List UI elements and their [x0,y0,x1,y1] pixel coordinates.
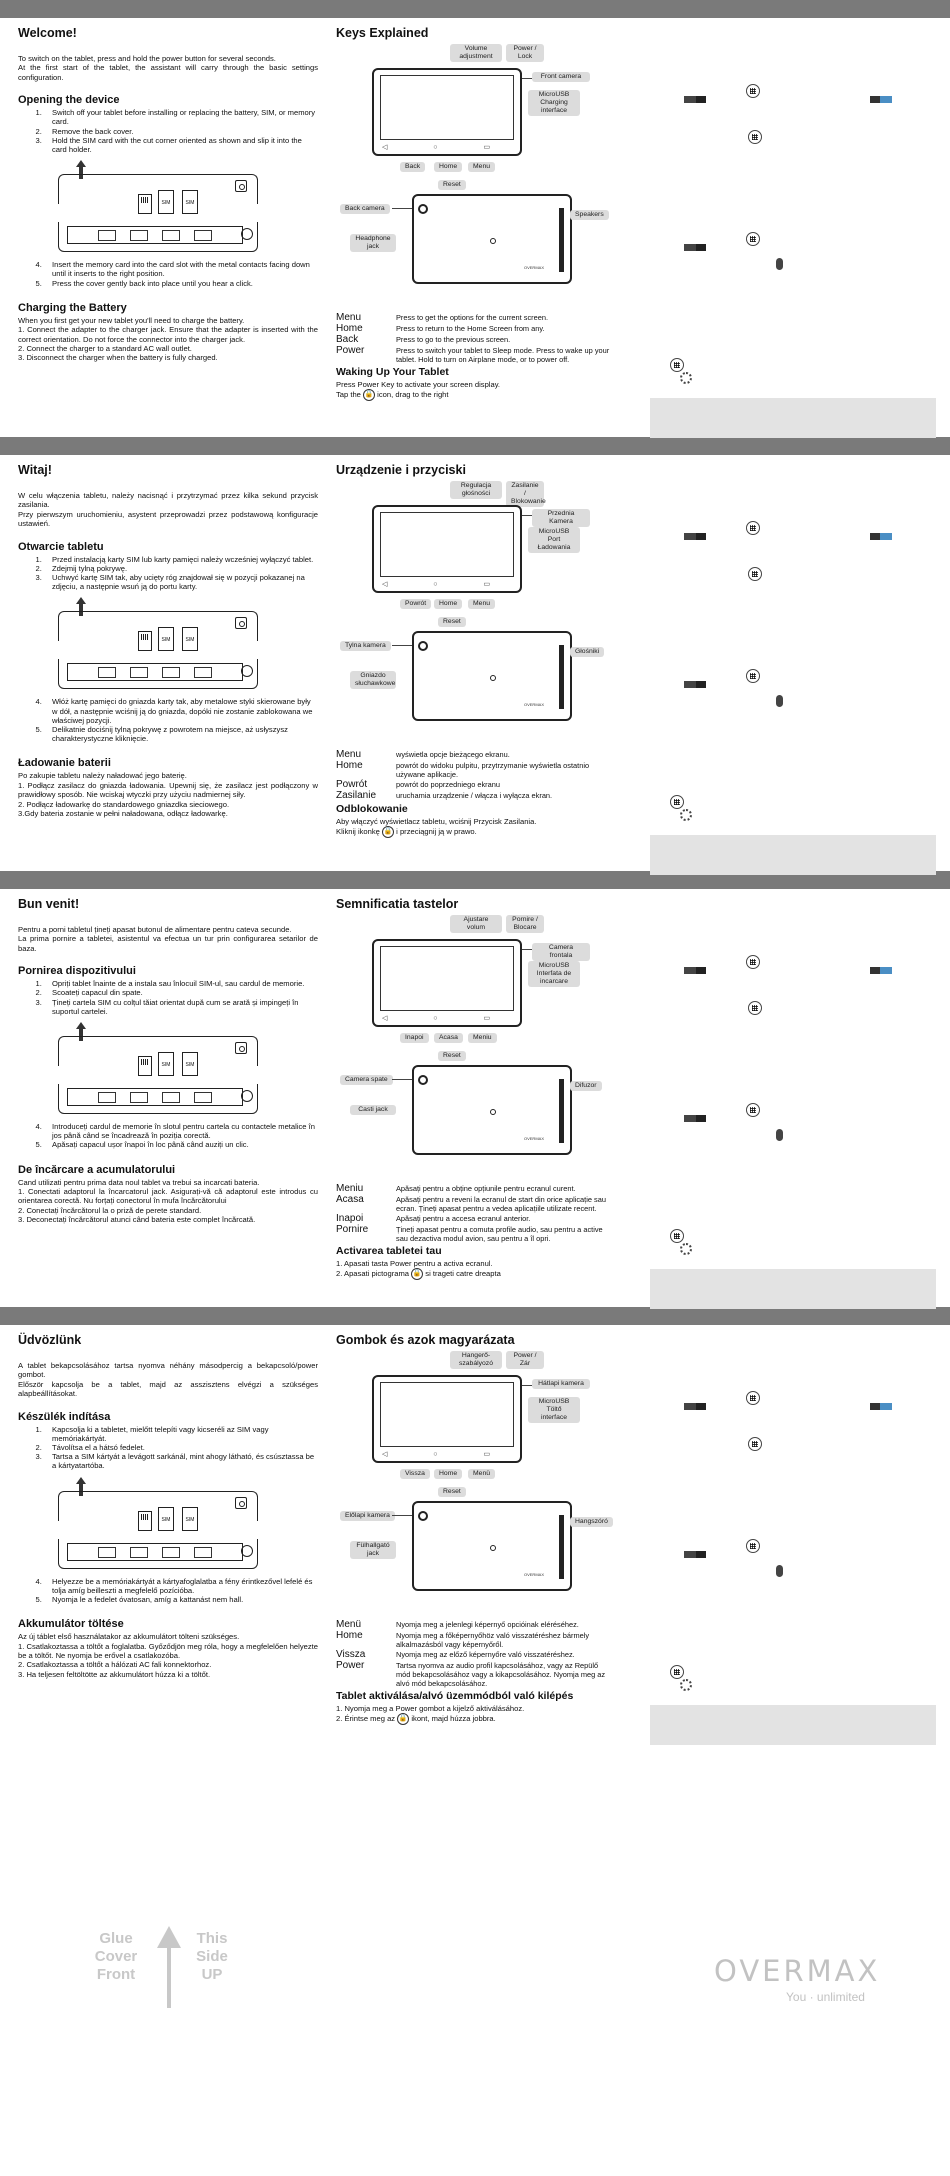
callout-back: Inapoi [400,1033,429,1043]
welcome-text-1: A tablet bekapcsolásához tartsa nyomva néhány másodpercig a bekapcsoló/power gombot. [18,1361,318,1380]
charging-text: Po zakupie tabletu należy naładować jego baterię. [18,771,187,781]
opening-step: 1. Opriți tablet înainte de a instala sau înlocuil SIM-ul, sau cardul de memorie. [44,979,318,988]
instructions-column [18,897,318,1225]
wake-text: Press Power Key to activate your screen display. [336,380,501,389]
key-row [336,790,611,801]
callout-volume: Ajustare volum [450,915,502,933]
opening-step: 5. Apăsați capacul ușor înapoi în loc până când auziți un clic. [44,1140,318,1149]
apps-grid-icon [748,1437,762,1451]
sim-card: SIM [182,190,198,214]
glue-cover-front-text: Glue Cover Front [94,1930,138,1983]
wake-text-tap [336,826,611,838]
opening-steps-continued [18,697,318,743]
opening-step: 4. Helyezze be a memóriakártyát a kártyafoglalatba a fény érintkezővel lefelé és tolja amíg beilleszti a megfelelő pozícióba. [44,1577,318,1595]
device-slot-strip [58,659,258,689]
up-arrow-icon [157,1926,181,2008]
tablet-front-diagram: ◁ ○ ▭ [372,505,522,593]
camera-icon [235,617,247,629]
callout-volume: Volume adjustment [450,44,502,62]
wake-text-tap [336,1268,611,1280]
key-row [336,345,611,364]
opening-step: 5. Nyomja le a fedelet óvatosan, amíg a kattanást nem hall. [44,1595,318,1604]
apps-grid-icon [670,358,684,372]
sim-card-diagram [58,1022,258,1116]
key-row [336,1649,611,1660]
keys-list [336,312,611,364]
camera-lens-icon [418,641,428,651]
key-row [336,1619,611,1630]
language-panel-en [0,18,950,437]
sim-card: SIM [158,1507,174,1531]
opening-title: Otwarcie tabletu [18,540,104,553]
apps-grid-icon [748,567,762,581]
memory-card [138,194,152,214]
charging-text: 2. Podłącz ładowarkę do standardowego gniazdka sieciowego. [18,799,230,809]
opening-title: Opening the device [18,94,120,107]
charging-text: 2. Conectați încărcătorul la o priză de perete standard. [18,1205,202,1215]
charging-text: When you first get your new tablet you'll need to charge the battery. [18,315,245,325]
tablet-front-diagram: ◁ ○ ▭ [372,1375,522,1463]
key-name: Menu [336,312,362,323]
key-description: Press to return to the Home Screen from any. [396,324,545,333]
tablet-back-diagram: OVERMAX [412,631,572,721]
callout-reset: Reset [438,180,466,190]
key-description: Apăsați pentru a obține opțiunile pentru ecranul curent. [396,1184,576,1193]
key-name: Inapoi [336,1213,364,1224]
apps-grid-icon [746,955,760,969]
wake-text-tap [336,389,611,401]
callout-headphone: Gniazdo słuchawkowe [350,671,396,689]
wake-text-prefix: 2. Érintse meg az [336,1714,396,1724]
key-name: Home [336,760,363,771]
section-band [0,437,950,455]
callout-front-camera: Przednia Kamera [532,509,590,527]
key-description: Press to get the options for the current screen. [396,313,548,322]
wake-text-suffix: icon, drag to the right [377,390,449,400]
callout-back: Vissza [400,1469,430,1479]
speaker-grille [559,1079,564,1143]
opening-title: Készülék indítása [18,1410,111,1423]
callout-volume: Regulacja głośności [450,481,502,499]
section-band [0,0,950,18]
welcome-text-1: W celu włączenia tabletu, należy nacisnąć i przytrzymać przez kilka sekund przycisk zasilania. [18,491,318,510]
memory-card [138,1511,152,1531]
bluetooth-icon [776,695,783,707]
key-description: powrót do widoku pulpitu, przytrzymanie wyświetla ostatnio używane aplikacje. [396,761,590,779]
bluetooth-icon [776,1129,783,1141]
memory-card [138,631,152,651]
wake-text-suffix: i przeciągnij ją w prawo. [396,827,477,837]
callout-menu: Meniu [468,1033,497,1043]
lock-icon: 🔒 [363,389,375,401]
sim-card: SIM [158,627,174,651]
status-bar-icon [870,533,892,540]
opening-steps [18,108,318,154]
opening-steps [18,1425,318,1471]
key-name: Meniu [336,1183,364,1194]
callout-front-camera: Hátlapi kamera [532,1379,590,1389]
apps-grid-icon [746,1539,760,1553]
welcome-title: Welcome! [18,26,77,40]
tablet-front-diagram: ◁ ○ ▭ [372,939,522,1027]
key-name: Power [336,345,365,356]
key-name: Vissza [336,1649,366,1660]
status-bar-icon [870,96,892,103]
key-row [336,760,611,779]
callout-menu: Menü [468,1469,495,1479]
charging-text: 3. Deconectați încărcătorul atunci când bateria este complet încărcată. [18,1215,256,1225]
camera-lens-icon [418,1075,428,1085]
camera-lens-icon [418,1511,428,1521]
key-row [336,1194,611,1213]
key-row [336,1213,611,1224]
lock-icon: 🔒 [382,826,394,838]
callout-back-camera: Előlapi kamera [340,1511,395,1521]
callout-volume: Hangerő-szabályozó [450,1351,502,1369]
sim-card-diagram [58,1477,258,1571]
wake-text: Aby włączyć wyświetlacz tabletu, wciśnij Przycisk Zasilania. [336,817,537,826]
key-description: Press to switch your tablet to Sleep mode. Press to wake up your tablet. Hold to turn on Airplane mode, or to power off. [396,346,610,364]
instructions-column [18,463,318,818]
charging-text: 3. Ha teljesen feltöltötte az akkumulátort húzza ki a töltőt. [18,1669,211,1679]
welcome-title: Üdvözlünk [18,1333,82,1347]
callout-headphone: Casti jack [350,1105,396,1115]
status-bar-icon [684,1551,706,1558]
welcome-text-2: Először kapcsolja be a tablet, majd az asszisztens elvégzi a szükséges alapbeállításokat. [18,1379,318,1399]
keys-list [336,1183,611,1243]
grey-info-box [650,835,936,875]
device-diagrams [336,481,611,747]
callout-headphone: Headphone jack [350,234,396,252]
callout-usb: MicroUSB Port Ładowania [528,527,580,553]
keys-column [336,1333,611,1725]
welcome-text-2: At the first start of the tablet, the assistant will carry through the basic settings configuration. [18,63,318,82]
wake-title: Odblokowanie [336,803,408,815]
opening-step: 3. Tartsa a SIM kártyát a levágott sarkánál, mint ahogy látható, és csúsztassa be a kártyatartóba. [44,1452,318,1470]
callout-speakers: Hangszóró [570,1517,613,1527]
opening-steps-continued [18,260,318,288]
key-description: Țineți apasat pentru a comuta profile audio, sau pentru a active sau dezactiva modul avion, sau pentru a îl opri. [396,1225,603,1243]
camera-icon [235,180,247,192]
apps-grid-icon [746,1391,760,1405]
opening-step: 4. Włóż kartę pamięci do gniazda karty tak, aby metalowe styki skierowane były w dół, a następnie wciśnij ją do gniazda, dopóki nie zostanie zablokowana we właściwej pozycji. [44,697,318,725]
callout-back: Back [400,162,425,172]
camera-icon [235,1497,247,1509]
callout-speakers: Speakers [570,210,609,220]
language-panel-ro [0,889,950,1308]
callout-menu: Menu [468,599,495,609]
loading-icon [680,372,692,384]
lock-icon: 🔒 [411,1268,423,1280]
callout-front-camera: Camera frontala [532,943,590,961]
wake-text: 1. Nyomja meg a Power gombot a kijelző aktiválásához. [336,1704,525,1713]
key-row [336,749,611,760]
keys-title: Keys Explained [336,26,429,40]
key-name: Back [336,334,359,345]
charging-title: Charging the Battery [18,301,127,314]
callout-reset: Reset [438,1051,466,1061]
keys-list [336,1619,611,1688]
callout-reset: Reset [438,1487,466,1497]
opening-step: 3. Uchwyć kartę SIM tak, aby ucięty róg znajdował się w pozycji pokazanej na zdjęciu, a następnie wsuń ją do portu karty. [44,573,318,591]
key-name: Zasilanie [336,790,377,801]
status-bar-icon [870,967,892,974]
section-band [0,1307,950,1325]
key-description: Apăsați pentru a reveni la ecranul de start din orice aplicație sau ecran. Țineți apasat pentru a vedea aplicațiile utilizate recent. [396,1195,606,1213]
key-description: Apăsați pentru a accesa ecranul anterior. [396,1214,531,1223]
device-slot-strip [58,1539,258,1569]
grey-info-box [650,1705,936,1745]
welcome-text-2: La prima pornire a tabletei, asistentul va efectua un tur prin configurarea setarilor de baza. [18,934,318,953]
key-row [336,1630,611,1649]
wake-text-suffix: si trageti catre dreapta [425,1269,501,1279]
wake-text-suffix: ikont, majd húzza jobbra. [411,1714,496,1724]
apps-grid-icon [746,521,760,535]
callout-home: Acasa [434,1033,463,1043]
opening-title: Pornirea dispozitivului [18,965,136,978]
jack-icon [241,665,253,677]
apps-grid-icon [748,130,762,144]
keys-column [336,26,611,401]
opening-steps [18,979,318,1016]
key-name: Menü [336,1619,362,1630]
loading-icon [680,1679,692,1691]
opening-step: 3. Hold the SIM card with the cut corner oriented as shown and slip it into the card holder. [44,136,318,154]
wake-text-prefix: Kliknij ikonkę [336,827,380,837]
charging-text: 1. Podłącz zasilacz do gniazda ładowania. Upewnij się, że zasilacz jest podłączony w prawidłowy sposób. Nie wciskaj wtyczki przy użyciu nadmiernej siły. [18,780,318,800]
key-row [336,1660,611,1688]
charging-title: Ładowanie baterii [18,757,111,770]
tablet-back-diagram: OVERMAX [412,1501,572,1591]
callout-back: Powrót [400,599,431,609]
status-bar-icon [684,681,706,688]
opening-steps [18,555,318,592]
callout-power: Power / Zár [506,1351,544,1369]
sim-card: SIM [182,627,198,651]
language-panel-hu [0,1325,950,1744]
speaker-grille [559,208,564,272]
this-side-up-text: This Side UP [196,1930,228,1983]
welcome-title: Witaj! [18,463,52,477]
status-bar-icon [684,96,706,103]
charging-text: 1. Csatlakoztassa a töltőt a foglalatba. Győződjön meg róla, hogy a megfelelően helyezte be a töltőt. Ne nyomja be erővel a csatlakozóba. [18,1641,318,1661]
apps-grid-icon [748,1001,762,1015]
charging-title: De încărcare a acumulatorului [18,1163,176,1176]
callout-home: Home [434,599,462,609]
grey-info-box [650,1269,936,1309]
callout-speakers: Głośniki [570,647,604,657]
callout-home: Home [434,162,462,172]
wake-text-prefix: 2. Apasati pictograma [336,1269,410,1279]
callout-power: Pornire / Blocare [506,915,544,933]
keys-column [336,463,611,838]
charging-text: 2. Connect the charger to a standard AC wall outlet. [18,344,192,354]
callout-back-camera: Camera spate [340,1075,393,1085]
language-panel-pl [0,455,950,874]
keys-title: Gombok és azok magyarázata [336,1333,515,1347]
loading-icon [680,1243,692,1255]
opening-step: 1. Switch off your tablet before installing or replacing the battery, SIM, or memory card. [44,108,318,126]
opening-step: 5. Delikatnie dociśnij tylną pokrywę z powrotem na miejsce, aż usłyszysz charakterystyczne kliknięcie. [44,725,318,743]
apps-grid-icon [670,1229,684,1243]
status-bar-icon [684,967,706,974]
opening-step: 2. Zdejmij tylną pokrywę. [44,564,318,573]
callout-reset: Reset [438,617,466,627]
instructions-column [18,1333,318,1679]
device-diagrams [336,915,611,1181]
key-name: Pornire [336,1224,369,1235]
key-row [336,323,611,334]
key-name: Powrót [336,779,368,790]
status-bar-icon [684,1115,706,1122]
opening-steps-continued [18,1122,318,1150]
device-slot-strip [58,222,258,252]
status-bar-icon [684,533,706,540]
key-description: Press to go to the previous screen. [396,335,511,344]
charging-text: 3. Disconnect the charger when the battery is fully charged. [18,353,218,363]
charging-text: 3.Gdy bateria zostanie w pełni naładowana, odłącz ładowarkę. [18,809,228,819]
tablet-back-diagram: OVERMAX [412,1065,572,1155]
sim-card: SIM [182,1052,198,1076]
charging-text: 1. Connect the adapter to the charger jack. Ensure that the adapter is inserted with the correct orientation. Do not force the connector into the charger jack. [18,325,318,344]
jack-icon [241,1545,253,1557]
memory-card [138,1056,152,1076]
key-description: Nyomja meg az előző képernyőre való visszatéréshez. [396,1650,575,1659]
keys-title: Semnificatia tastelor [336,897,459,911]
key-description: uruchamia urządzenie / włącza i wyłącza ekran. [396,791,553,800]
welcome-text-2: Przy pierwszym uruchomieniu, asystent przeprowadzi przez podstawową konfiguracje ustawień. [18,509,318,529]
welcome-text-1: Pentru a porni tabletul țineți apasat butonul de alimentare pentru cateva secunde. [18,925,292,934]
apps-grid-icon [670,795,684,809]
callout-power: Zasilanie / Blokowanie [506,481,544,507]
speaker-grille [559,1515,564,1579]
sim-card: SIM [182,1507,198,1531]
charging-text: Az új táblet első használatakor az akkumulátort tölteni szükséges. [18,1632,240,1642]
key-name: Acasa [336,1194,364,1205]
callout-front-camera: Front camera [532,72,590,82]
bluetooth-icon [776,1565,783,1577]
camera-icon [235,1042,247,1054]
callout-headphone: Fülhallgató jack [350,1541,396,1559]
opening-step: 5. Press the cover gently back into place until you hear a click. [44,279,318,288]
wake-text-prefix: Tap the [336,390,361,400]
key-row [336,1224,611,1243]
charging-text: 2. Csatlakoztassa a töltőt a hálózati AC fali konnektorhoz. [18,1660,212,1670]
sim-card: SIM [158,190,174,214]
key-name: Home [336,1630,363,1641]
key-row [336,312,611,323]
welcome-text-1: To switch on the tablet, press and hold the power button for several seconds. [18,54,276,63]
status-bar-icon [870,1403,892,1410]
instructions-column [18,26,318,363]
charging-text: 1. Conectati adaptorul la încarcatorul jack. Asigurați-vă că adaptorul este introdus cu orientarea corectă. Nu forțați conectorul în mufa încărcătorului [18,1187,318,1206]
camera-lens-icon [418,204,428,214]
wake-text: 1. Apasati tasta Power pentru a activa ecranul. [336,1259,493,1268]
speaker-grille [559,645,564,709]
callout-menu: Menu [468,162,495,172]
callout-back-camera: Tylna kamera [340,641,391,651]
key-description: Tartsa nyomva az audio profil kapcsolásához, vagy az Repülő mód bekapcsolásához vagy a kikapcsolásához. Nyomja meg az alvó mód bekapcsolásához. [396,1661,606,1688]
opening-step: 1. Przed instalacją karty SIM lub karty pamięci należy wcześniej wyłączyć tablet. [44,555,318,564]
callout-back-camera: Back camera [340,204,390,214]
charging-title: Akkumulátor töltése [18,1618,124,1631]
wake-text-tap [336,1713,611,1725]
lock-icon: 🔒 [397,1713,409,1725]
brand-tagline: You · unlimited [786,1990,865,2004]
key-name: Power [336,1660,365,1671]
key-description: wyświetla opcje bieżącego ekranu. [396,750,510,759]
keys-list [336,749,611,801]
opening-step: 2. Remove the back cover. [44,127,318,136]
key-row [336,1183,611,1194]
charging-text: Cand utilizati pentru prima data noul tablet va trebui sa incarcati bateria. [18,1177,260,1187]
bluetooth-icon [776,258,783,270]
key-description: Nyomja meg a jelenlegi képernyő opcióinak eléréséhez. [396,1620,579,1629]
status-bar-icon [684,244,706,251]
callout-usb: MicroUSB Interfata de incarcare [528,961,580,987]
key-description: Nyomja meg a főképernyőhöz való visszatéréshez bármely alkalmazásból vagy képernyőről. [396,1631,590,1649]
opening-step: 2. Scoateți capacul din spate. [44,988,318,997]
device-diagrams [336,44,611,310]
callout-power: Power / Lock [506,44,544,62]
grey-info-box [650,398,936,438]
opening-step: 1. Kapcsolja ki a tabletet, mielőtt telepíti vagy kicseréli az SIM vagy memóriakártyát. [44,1425,318,1443]
callout-usb: MicroUSB Töltő interface [528,1397,580,1423]
apps-grid-icon [746,1103,760,1117]
key-description: powrót do poprzedniego ekranu [396,780,500,789]
tablet-back-diagram: OVERMAX [412,194,572,284]
key-row [336,334,611,345]
status-bar-icon [684,1403,706,1410]
key-name: Menu [336,749,362,760]
welcome-title: Bun venit! [18,897,80,911]
opening-step: 2. Távolítsa el a hátsó fedelet. [44,1443,318,1452]
sim-card: SIM [158,1052,174,1076]
loading-icon [680,809,692,821]
apps-grid-icon [670,1665,684,1679]
wake-title: Waking Up Your Tablet [336,366,449,378]
opening-steps-continued [18,1577,318,1605]
tablet-front-diagram: ◁ ○ ▭ [372,68,522,156]
keys-title: Urządzenie i przyciski [336,463,466,477]
apps-grid-icon [746,669,760,683]
keys-column [336,897,611,1280]
apps-grid-icon [746,84,760,98]
callout-home: Home [434,1469,462,1479]
callout-usb: MicroUSB Charging interface [528,90,580,116]
apps-grid-icon [746,232,760,246]
key-name: Home [336,323,363,334]
jack-icon [241,1090,253,1102]
device-slot-strip [58,1084,258,1114]
opening-step: 3. Țineți cartela SIM cu colțul tăiat orientat după cum se arată și impingeți în suportul cartelei. [44,998,318,1016]
wake-title: Tablet aktiválása/alvó üzemmódból való kilépés [336,1690,574,1702]
opening-step: 4. Insert the memory card into the card slot with the metal contacts facing down until it inserts to the right position. [44,260,318,278]
opening-step: 4. Introduceți cardul de memorie în slotul pentru cartela cu contactele metalice în jos până când se încadrează în poziția corectă. [44,1122,318,1140]
callout-speakers: Difuzor [570,1081,602,1091]
device-diagrams [336,1351,611,1617]
wake-title: Activarea tabletei tau [336,1245,442,1257]
sim-card-diagram [58,160,258,254]
brand-logo: OVERMAX [714,1954,881,1988]
key-row [336,779,611,790]
jack-icon [241,228,253,240]
sim-card-diagram [58,597,258,691]
